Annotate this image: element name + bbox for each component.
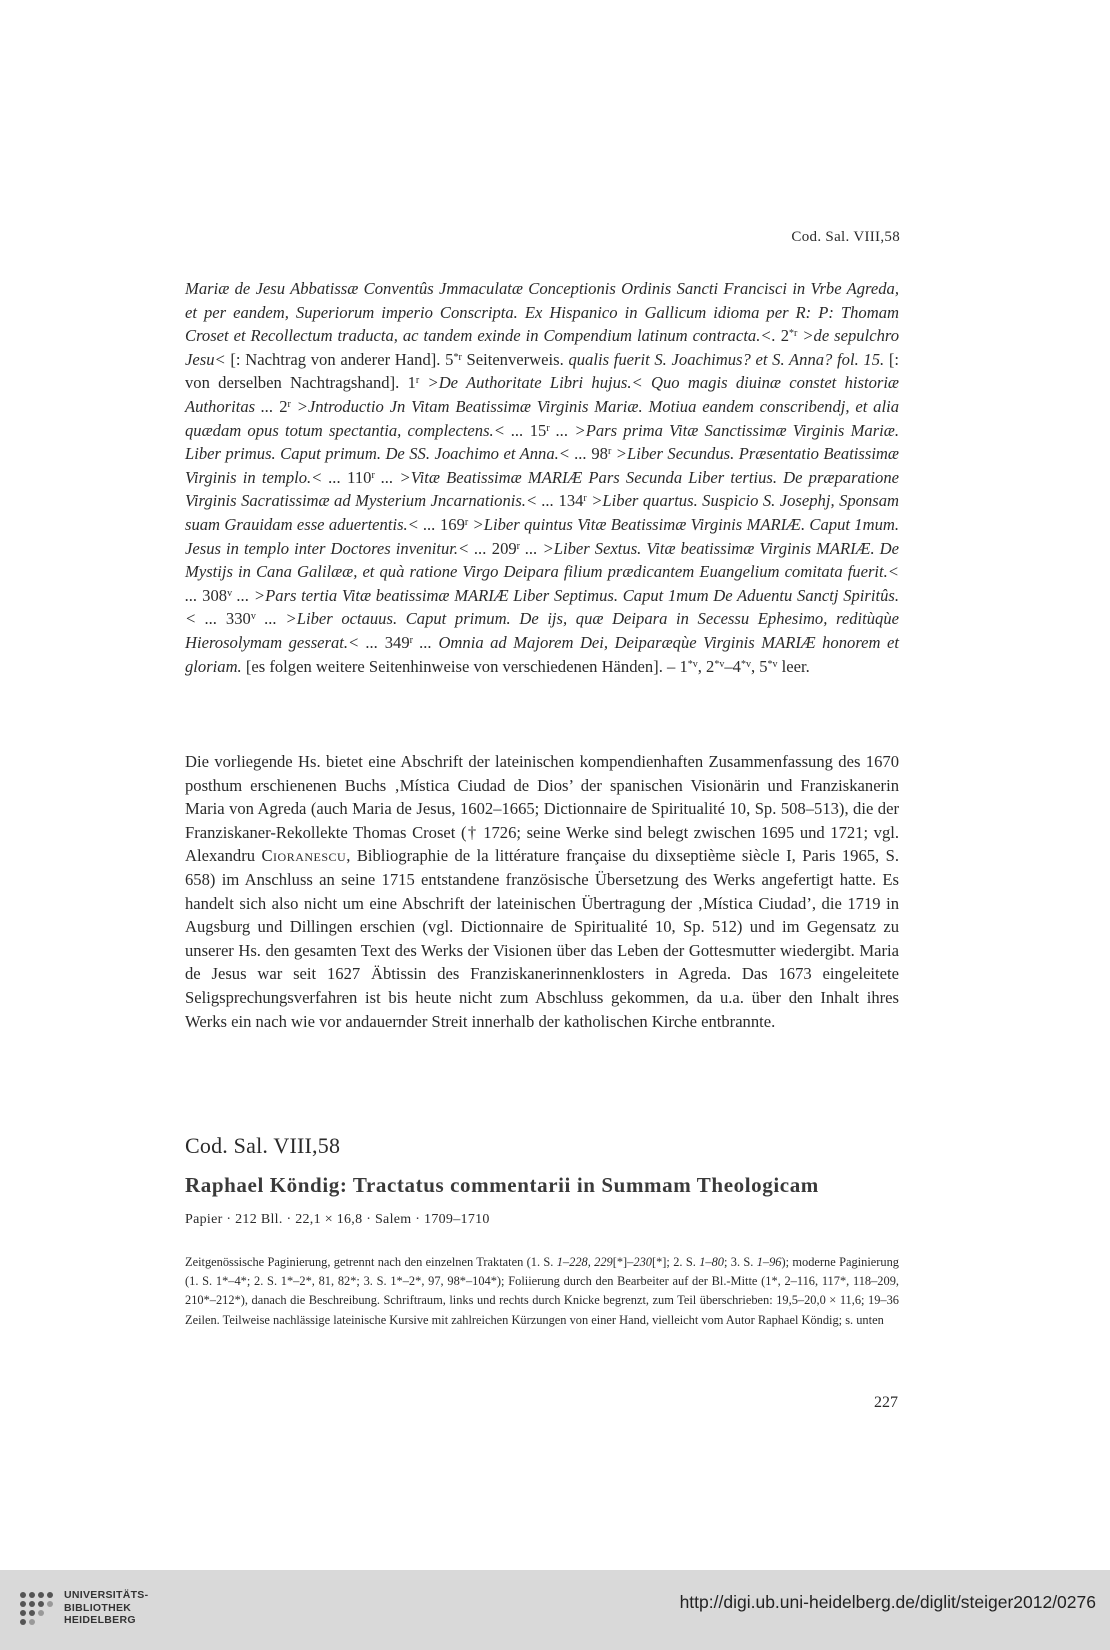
latin-text: ... >Liber octauus. Caput primum. De ijs, quæ Deipara in Secessu Ephesimo, reditùqùe Hierosolymam gesserat.< ... — [185, 609, 899, 652]
latin-text: >de sepulchro Jesu< — [185, 326, 900, 369]
commentary-text: Die vorliegende Hs. bietet eine Abschrift der lateinischen kompendienhaften Zusammenfassung des 1670 posthum erschienenen Buchs ‚Mística Ciudad de Dios’ der spanischen Visionärin und Franziskanerin Maria von Agreda (auch Maria de Jesus, 1602–1665; Dictionnaire de Spiritualité 10, Sp. 508–513), die der Franziskaner-Rekollekte Thomas Croset († 1726; seine Werke sind belegt zwischen 1695 und 1721; vgl. Alexandru — [185, 752, 899, 866]
entry-continuation — [185, 277, 899, 678]
folio-sup: r — [464, 516, 469, 528]
note-text: [: Nachtrag von anderer Hand]. — [230, 349, 441, 369]
running-head: Cod. Sal. VIII,58 — [791, 229, 900, 245]
latin-text: qualis fuerit S. Joachimus? et S. Anna? fol. 15. — [568, 349, 885, 369]
folio-sup: r — [371, 469, 375, 481]
folio-sup: v — [250, 611, 256, 623]
folio-sup: *v — [714, 658, 725, 670]
entry-title: Raphael Köndig: Tractatus commentarii in Summam Theologicam — [185, 1173, 819, 1197]
library-logo-icon — [14, 1586, 60, 1632]
folio-ref: 330 — [225, 609, 251, 629]
desc-text: ); moderne Paginierung (1. S. 1*–4*; 2. S. 1*–2*, 81, 82*; 3. S. 1*–2*, 97, 98*–104*); Foliierung durch den Bearbeiter auf der Bl.-Mitte (1*, 2–116, 117*, 118–209, 210*–212*), danach die Beschreibung. Schriftraum, links und rechts durch Knicke begrenzt, zum Teil überschrieben: 19,5–20,0 × 11,6; 19–36 Zeilen. Teilweise nachlässige lateinische Kursive mit zahlreichen Kürzungen von einer Hand, vielleicht vom Autor Raphael Köndig; s. unten — [185, 1255, 899, 1327]
folio-sup: r — [287, 398, 291, 410]
note-text: , 2 — [697, 656, 715, 676]
entry-meta: Papier · 212 Bll. · 22,1 × 16,8 · Salem · 1709–1710 — [185, 1212, 490, 1227]
commentary-text: , Bibliographie de la littérature française du dixseptième siècle I, Paris 1965, S. 658) im Anschluss an seine 1715 entstandene französische Übersetzung des Werks angefertigt hatte. Es handelt sich also nicht um eine Abschrift der lateinischen Übertragung der ‚Mística Ciudad’, die 1719 in Augsburg und Dillingen erschien (vgl. Dictionnaire de Spiritualité 10, Sp. 512) und im Gegensatz zu unserer Hs. den gesamten Text des Werks der Visionen über das Leben der Gottesmutter wiedergibt. Maria de Jesus war seit 1627 Äbtissin des Franziskanerinnenklosters in Agreda. Das 1673 eingeleitete Seligsprechungsverfahren ist bis heute nicht zum Abschluss gekommen, da u.a. über den Inhalt ihres Werks ein nach wie vor andauernder Streit innerhalb der katholischen Kirche entbrannte. — [185, 846, 899, 1031]
note-text: leer. — [777, 656, 810, 676]
folio-sup: r — [516, 540, 521, 552]
folio-ref: 134 — [558, 491, 584, 511]
desc-italic: 1–228, 229 — [556, 1255, 613, 1269]
folio-ref: 169 — [439, 514, 465, 534]
folio-ref: 1 — [407, 373, 416, 393]
folio-ref: 2 — [279, 396, 288, 416]
folio-sup: r — [607, 446, 612, 458]
folio-sup: r — [583, 493, 587, 505]
desc-italic: 1–96 — [756, 1255, 782, 1269]
latin-text: ... >Pars tertia Vitæ beatissimæ MARIÆ Liber Septimus. Caput 1mum De Aduentu Sanctj Spiritûs.< ... — [185, 585, 899, 629]
latin-text: >Liber quintus Vitæ Beatissimæ Virginis MARIÆ. Caput 1mum. Jesus in templo inter Doctores invenitur.< ... — [185, 514, 900, 558]
author-smallcaps: Cioranescu — [261, 846, 347, 866]
folio-ref: 110 — [347, 467, 372, 487]
latin-text: >Liber Secundus. Præsentatio Beatissimæ Virginis in templo.< ... — [185, 444, 899, 487]
library-name — [64, 1589, 148, 1627]
folio-ref: 15 — [529, 420, 547, 440]
source-url-link[interactable]: http://digi.ub.uni-heidelberg.de/diglit/steiger2012/0276 — [679, 1592, 1096, 1612]
desc-italic: 230 — [633, 1255, 652, 1269]
folio-sup: *v — [740, 658, 751, 670]
latin-text: >Liber quartus. Suspicio S. Josephj, Sponsam suam Grauidam esse aduertentis.< ... — [185, 491, 899, 534]
library-name-line: HEIDELBERG — [64, 1614, 136, 1626]
note-text: Seitenverweis. — [466, 349, 564, 369]
latin-text: >Jntroductio Jn Vitam Beatissimæ Virginis Mariæ. Motiua eandem conscribendj, et alia quædam opus totum spectantia, complectens.< ... — [185, 396, 899, 440]
folio-ref: 308 — [202, 585, 228, 605]
latin-text: ... >Liber Sextus. Vitæ beatissimæ Virginis MARIÆ. De Mystijs in Cana Galilææ, et quà ratione Virgo Deipara filium prædicantem Euangelium comitata fuerit.< ... — [185, 538, 900, 605]
folio-ref: 2 — [780, 326, 790, 346]
desc-text: [*]– — [612, 1255, 634, 1269]
entry-signature: Cod. Sal. VIII,58 — [185, 1133, 341, 1158]
folio-ref: 98 — [591, 444, 608, 464]
folio-ref: 349 — [384, 632, 410, 652]
note-text: [: von derselben Nachtragshand]. — [185, 349, 900, 393]
folio-sup: r — [546, 422, 550, 434]
folio-sup: r — [415, 375, 420, 387]
note-text: –4 — [724, 656, 741, 676]
page-number: 227 — [874, 1394, 898, 1411]
latin-text: ... Omnia ad Majorem Dei, Deiparæqùe Virginis MARIÆ honorem et gloriam. — [185, 632, 899, 676]
library-name-line: UNIVERSITÄTS- — [64, 1589, 149, 1601]
note-text: , 5 — [750, 656, 768, 676]
entry-description — [185, 1253, 899, 1330]
library-name-line: BIBLIOTHEK — [64, 1601, 132, 1614]
desc-text: [*]; 2. S. — [651, 1255, 696, 1269]
folio-sup: *r — [789, 328, 798, 340]
folio-sup: *v — [687, 658, 698, 670]
latin-text: ... >Vitæ Beatissimæ MARIÆ Pars Secunda Liber tertius. De præparatione Virginis Sacratissimæ ad Mysterium Jncarnationis.< ... — [185, 467, 900, 511]
latin-text: ... >Pars prima Vitæ Sanctissimæ Virginis Mariæ. Liber primus. Caput primum. De SS. Joachimo et Anna.< ... — [185, 420, 899, 464]
latin-incipit: Mariæ de Jesu Abbatissæ Conventûs Jmmaculatæ Conceptionis Ordinis Sancti Francisci in Vrbe Agreda, et per eandem, Superiorum imperio Conscripta. Ex Hispanico in Gallicum idioma per R: P: Thomam Croset et Recollectum traducta, ac tandem exinde in Compendium latinum contracta.<. — [185, 279, 899, 346]
note-text: [es folgen weitere Seitenhinweise von verschiedenen Händen]. – 1 — [245, 656, 688, 676]
desc-text: ; 3. S. — [723, 1255, 754, 1269]
desc-italic: 1–80 — [699, 1255, 724, 1269]
folio-sup: *r — [453, 351, 462, 363]
folio-sup: v — [227, 587, 233, 599]
folio-ref: 5 — [445, 349, 454, 369]
folio-sup: *v — [767, 658, 778, 670]
footer-bar — [0, 1570, 1110, 1650]
commentary-paragraph — [185, 750, 899, 1033]
desc-text: Zeitgenössische Paginierung, getrennt nach den einzelnen Traktaten (1. S. — [185, 1255, 554, 1269]
folio-ref: 209 — [491, 538, 517, 558]
latin-text: >De Authoritate Libri hujus.< Quo magis diuinæ constet historiæ Authoritas ... — [185, 373, 899, 416]
folio-sup: r — [409, 634, 413, 646]
